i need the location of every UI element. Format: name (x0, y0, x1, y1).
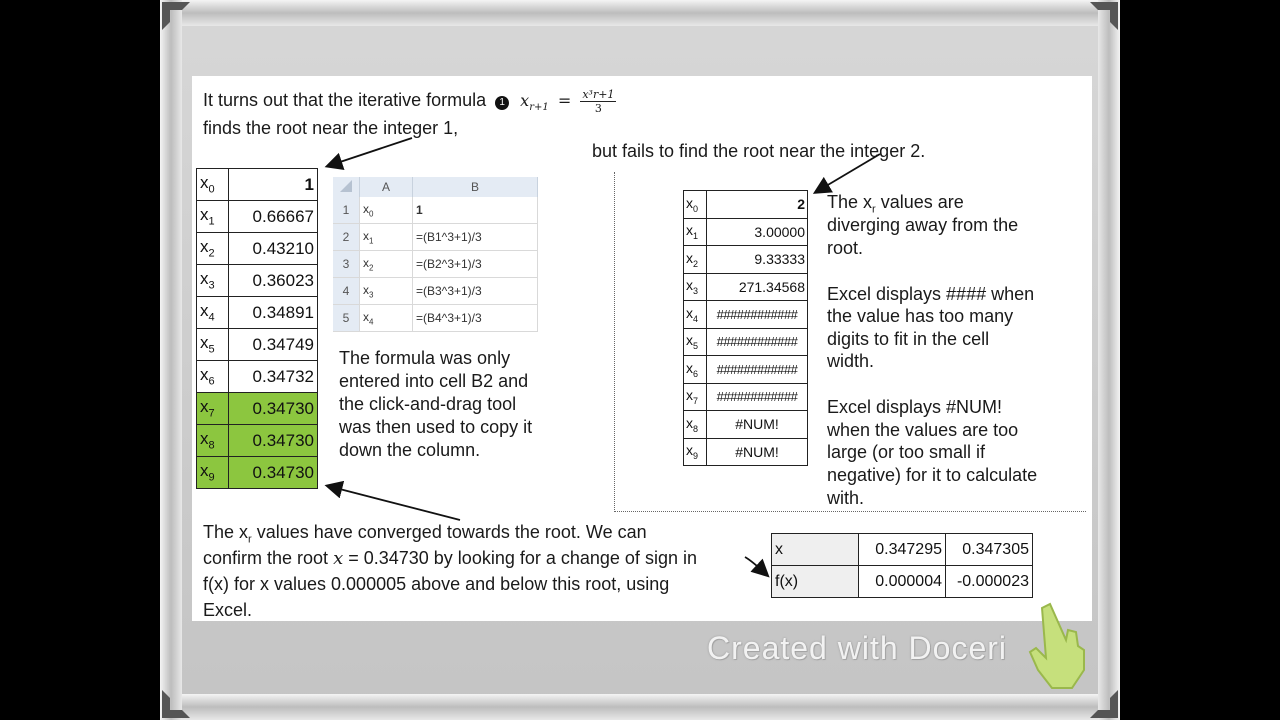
doceri-watermark: Created with Doceri (707, 630, 1007, 666)
left-label-x: x (200, 397, 209, 417)
left-table-value: 1 (229, 169, 318, 201)
left-table-value: 0.66667 (229, 201, 318, 233)
bottom-note-line2-x: x (333, 548, 344, 569)
right-label-x: x (686, 222, 693, 239)
arrow-to-sign-table (745, 557, 767, 575)
excel-cell-b: =(B2^3+1)/3 (413, 251, 538, 278)
excel-cell-a-sub: 0 (369, 209, 374, 219)
hash-note-line1: Excel displays #### when (827, 284, 1035, 304)
left-table-value: 0.43210 (229, 233, 318, 265)
num-note-line3: large (or too small if (827, 442, 986, 462)
right-label-x: x (686, 304, 693, 321)
fails-text: but fails to find the root near the integer 2. (592, 141, 926, 161)
right-table-value: ############ (707, 356, 808, 384)
excel-col-b-header: B (413, 177, 538, 197)
excel-cell-a-x: x (363, 255, 369, 270)
excel-row-number: 4 (333, 278, 360, 305)
formula-note-line3: the click-and-drag tool (339, 394, 517, 414)
excel-row-number: 3 (333, 251, 360, 278)
right-table-value: ############ (707, 301, 808, 329)
diverge-line1-b: values are (875, 192, 964, 212)
right-label-sub: 5 (693, 341, 699, 352)
formula-note-line4: was then used to copy it (339, 417, 533, 437)
bottom-note-line4: Excel. (203, 600, 253, 620)
formula-denominator: 3 (594, 102, 602, 115)
excel-row-number: 1 (333, 197, 360, 224)
left-label-sub: 9 (208, 471, 215, 484)
left-label-x: x (200, 333, 209, 353)
right-label-x: x (686, 249, 693, 266)
left-label-sub: 8 (208, 439, 215, 452)
step-marker-icon: 1 (495, 96, 509, 110)
sign-row-x-header: x (772, 534, 859, 566)
diverge-line1-sub: r (872, 203, 876, 216)
left-label-sub: 4 (208, 311, 215, 324)
right-label-x: x (686, 194, 693, 211)
formula-note-line2: entered into cell B2 and (339, 371, 529, 391)
formula-lhs-sub: r+1 (529, 102, 549, 114)
bottom-note-line2-b: = 0.34730 by looking for a change of sign in (343, 548, 697, 568)
right-table-value: #NUM! (707, 411, 808, 439)
left-label-x: x (200, 205, 209, 225)
num-note-line4: negative) for it to calculate (827, 465, 1038, 485)
excel-row-number: 2 (333, 224, 360, 251)
left-label-sub: 2 (208, 247, 215, 260)
arrow-to-left-table (328, 138, 412, 166)
formula-numerator: x³r+1 (582, 88, 615, 101)
right-label-sub: 4 (693, 313, 699, 324)
left-table-value: 0.34749 (229, 329, 318, 361)
bottom-note-line1-sub: r (248, 533, 252, 546)
excel-cell-a-x: x (363, 309, 369, 324)
right-table-value: 2 (707, 191, 808, 219)
left-table-value: 0.34730 (229, 393, 318, 425)
left-label-x: x (200, 173, 209, 193)
left-label-x: x (200, 301, 209, 321)
left-table-value: 0.34730 (229, 457, 318, 489)
left-label-sub: 5 (208, 343, 215, 356)
excel-row-number: 5 (333, 305, 360, 332)
formula-note-line5: down the column. (339, 440, 481, 460)
left-label-x: x (200, 365, 209, 385)
right-label-sub: 6 (693, 368, 699, 379)
intro-line2: finds the root near the integer 1, (203, 118, 459, 138)
left-label-x: x (200, 461, 209, 481)
formula-lhs: x (520, 91, 530, 110)
excel-cell-a-sub: 2 (369, 263, 374, 273)
left-label-x: x (200, 237, 209, 257)
sign-row-x-above: 0.347305 (946, 534, 1033, 566)
left-label-x: x (200, 269, 209, 289)
right-table-value: ############ (707, 383, 808, 411)
right-label-sub: 7 (693, 396, 699, 407)
excel-cell-a-sub: 3 (369, 290, 374, 300)
right-table-value: #NUM! (707, 438, 808, 466)
right-label-x: x (686, 332, 693, 349)
sign-row-x-below: 0.347295 (859, 534, 946, 566)
right-label-sub: 0 (693, 203, 699, 214)
left-label-sub: 6 (208, 375, 215, 388)
right-table-value: ############ (707, 328, 808, 356)
hash-note-line3: digits to fit in the cell (827, 329, 990, 349)
excel-cell-b: =(B1^3+1)/3 (413, 224, 538, 251)
right-table-value: 3.00000 (707, 218, 808, 246)
intro-line1-text: It turns out that the iterative formula (203, 90, 487, 110)
pointing-hand-icon (1022, 600, 1088, 692)
left-label-sub: 3 (208, 279, 215, 292)
left-label-x: x (200, 429, 209, 449)
arrow-to-converged-values (328, 486, 460, 520)
excel-cell-a-sub: 1 (369, 236, 374, 246)
left-table-value: 0.34732 (229, 361, 318, 393)
left-table-value: 0.34891 (229, 297, 318, 329)
excel-cell-b: =(B4^3+1)/3 (413, 305, 538, 332)
diverge-line3: root. (827, 238, 864, 258)
right-table-value: 271.34568 (707, 273, 808, 301)
formula-note-line1: The formula was only (339, 348, 511, 368)
excel-cell-b: =(B3^3+1)/3 (413, 278, 538, 305)
right-label-x: x (686, 387, 693, 404)
bottom-note-line3: f(x) for x values 0.000005 above and below this root, using (203, 574, 670, 594)
excel-cell-a-x: x (363, 228, 369, 243)
diverge-line1-a: The x (827, 192, 873, 212)
right-label-x: x (686, 414, 693, 431)
excel-cell-a-x: x (363, 201, 369, 216)
right-label-sub: 9 (693, 451, 699, 462)
bottom-note-line1-a: The x (203, 522, 249, 542)
left-table-value: 0.36023 (229, 265, 318, 297)
left-label-sub: 1 (208, 215, 215, 228)
right-label-sub: 2 (693, 258, 699, 269)
sign-row-fx-header: f(x) (772, 566, 859, 598)
num-note-line1: Excel displays #NUM! (827, 397, 1003, 417)
right-label-sub: 8 (693, 423, 699, 434)
excel-col-a-header: A (360, 177, 413, 197)
right-table-value: 9.33333 (707, 246, 808, 274)
arrow-to-right-table (816, 154, 880, 192)
left-label-sub: 0 (208, 183, 215, 196)
bottom-note-line1-b: values have converged towards the root. We can (251, 522, 647, 542)
num-note-line2: when the values are too (827, 420, 1019, 440)
right-label-sub: 3 (693, 286, 699, 297)
right-label-x: x (686, 277, 693, 294)
hash-note-line4: width. (827, 351, 875, 371)
formula-equals: = (557, 91, 572, 110)
diverge-line2: diverging away from the (827, 215, 1019, 235)
sign-row-fx-below: 0.000004 (859, 566, 946, 598)
num-note-line5: with. (827, 488, 865, 508)
right-label-x: x (686, 442, 693, 459)
right-label-sub: 1 (693, 231, 699, 242)
excel-cell-b: 1 (413, 197, 538, 224)
sign-row-fx-above: -0.000023 (946, 566, 1033, 598)
right-label-x: x (686, 359, 693, 376)
bottom-note-line2-a: confirm the root (203, 548, 334, 568)
hash-note-line2: the value has too many (827, 306, 1014, 326)
excel-cell-a-x: x (363, 282, 369, 297)
left-label-sub: 7 (208, 407, 215, 420)
left-table-value: 0.34730 (229, 425, 318, 457)
excel-cell-a-sub: 4 (369, 317, 374, 327)
